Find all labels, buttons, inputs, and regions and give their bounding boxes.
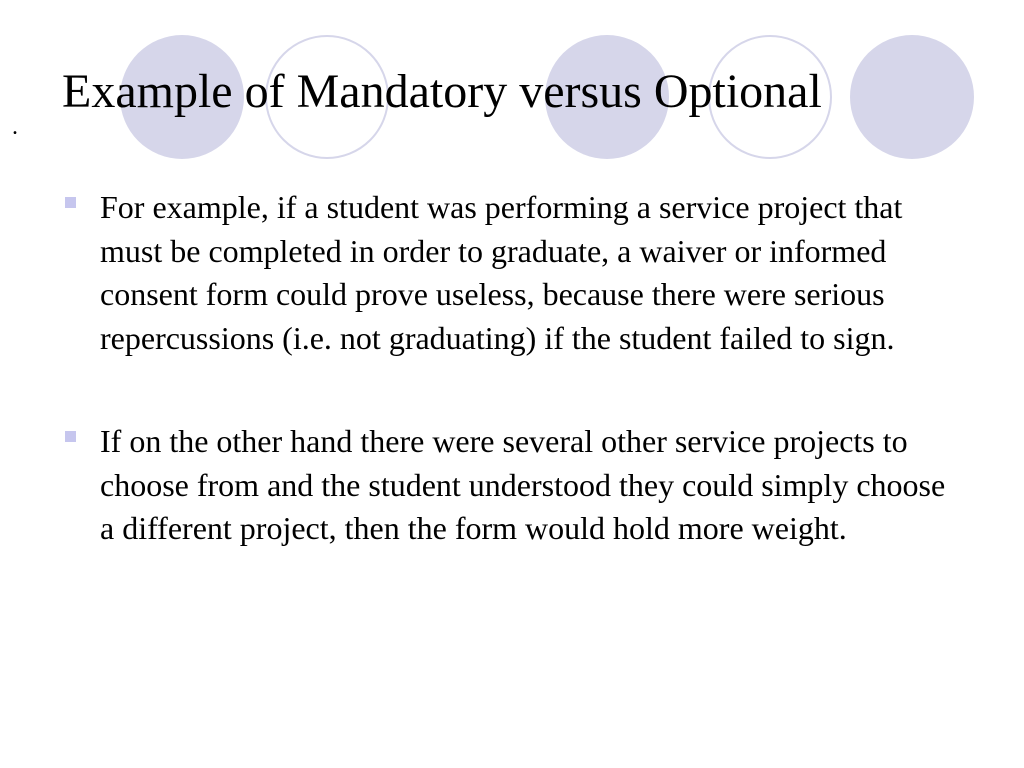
bullet-text: If on the other hand there were several other service projects to choose from and the student understood they could simply choose a different project, then the form would hold more weight. [100, 423, 946, 546]
stray-mark: . [12, 114, 18, 140]
decorative-circle-filled [850, 35, 974, 159]
bullet-text: For example, if a student was performing a service project that must be completed in order to graduate, a waiver or informed consent form could prove useless, because there were serious repercussions (i.e. not graduating) if the student failed to sign. [100, 189, 903, 356]
square-bullet-icon [65, 431, 76, 442]
bullet-list [62, 186, 967, 611]
bullet-item [62, 186, 967, 360]
slide-title: Example of Mandatory versus Optional [62, 65, 822, 118]
square-bullet-icon [65, 197, 76, 208]
bullet-item [62, 420, 967, 551]
